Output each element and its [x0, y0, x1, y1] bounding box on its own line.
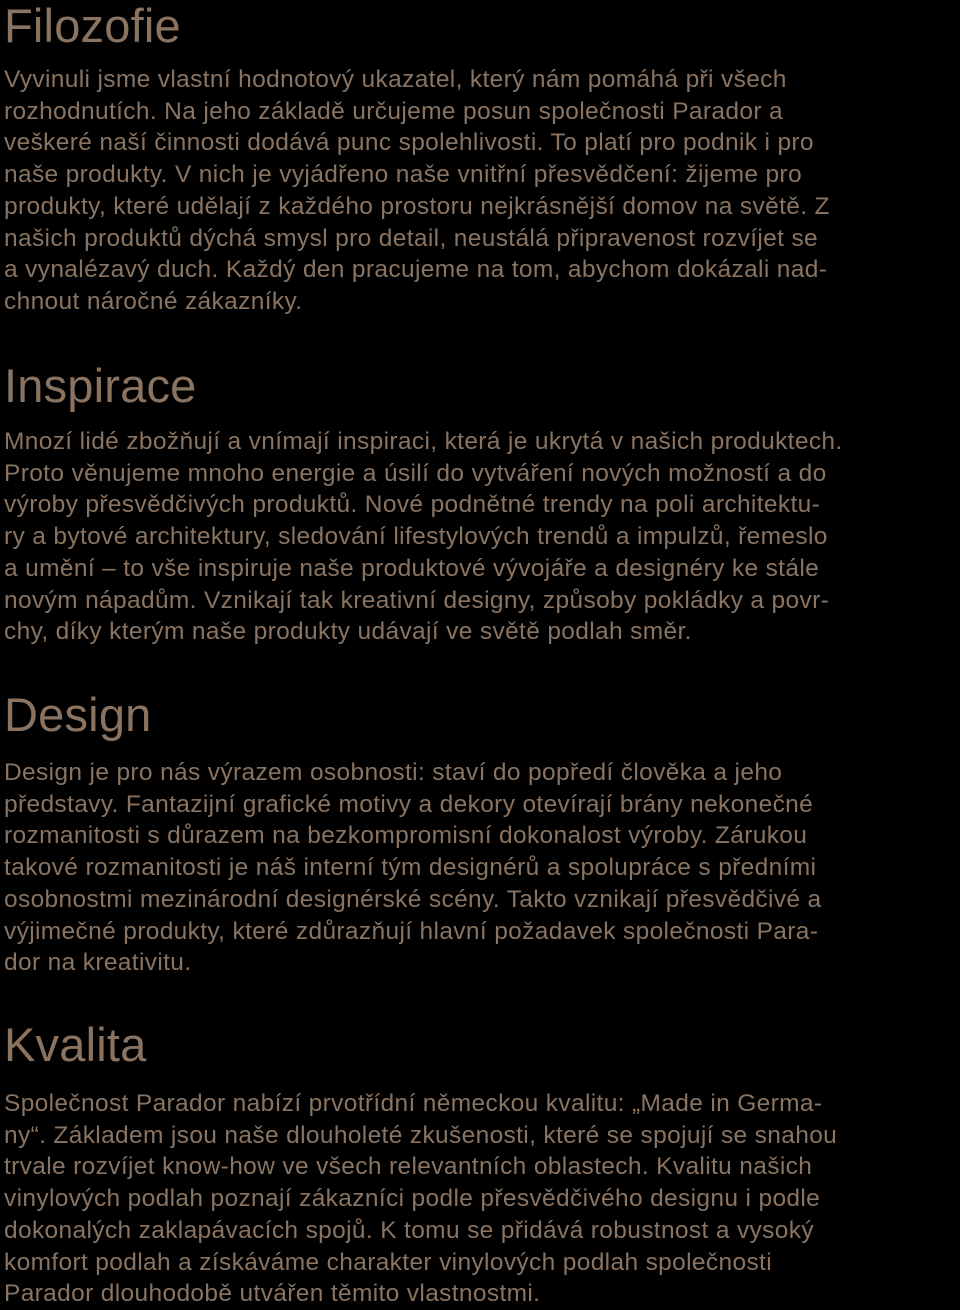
- section-heading-inspirace: Inspirace: [4, 359, 197, 412]
- section-inspirace: [4, 360, 958, 648]
- section-heading-filozofie: Filozofie: [4, 0, 181, 52]
- section-heading-design: Design: [4, 688, 152, 741]
- section-body-kvalita: Společnost Parador nabízí prvotřídní německou kvalitu: „Made in Germa- ny“. Základem jsou naše dlouholeté zkušenosti, které se spojují se snahou trvale rozvíjet know-how ve všech relevantních oblastech. Kvalitu našich vinylových podlah poznají zákazníci podle přesvědčivého designu i podle dokonalých zaklapávacích spojů. K tomu se přidává robustnost a vysoký komfort podlah a získáváme charakter vinylových podlah společnosti Parador dlouhodobě utvářen těmito vlastnostmi.: [4, 1090, 838, 1308]
- section-kvalita: [4, 1019, 958, 1310]
- section-filozofie: [4, 0, 958, 318]
- section-body-inspirace: Mnozí lidé zbožňují a vnímají inspiraci, která je ukrytá v našich produktech. Proto věnujeme mnoho energie a úsilí do vytváření nových možností a do výroby přesvědčivých produktů. Nové podnětné trendy na poli architektu- ry a bytové architektury, sledování lifestylových trendů a impulzů, řemeslo a umění – to vše inspiruje naše produktové vývojáře a designéry ke stále novým nápadům. Vznikají tak kreativní designy, způsoby pokládky a povr- chy, díky kterým naše produkty udávají ve světě podlah směr.: [4, 428, 843, 646]
- section-body-design: Design je pro nás výrazem osobnosti: staví do popředí člověka a jeho představy. Fantazijní grafické motivy a dekory otevírají brány nekonečné rozmanitosti s důrazem na bezkompromisní dokonalost výroby. Zárukou takové rozmanitosti je náš interní tým designérů a spolupráce s předními osobnostmi mezinárodní designérské scény. Takto vznikají přesvědčivé a výjimečné produkty, které zdůrazňují hlavní požadavek společnosti Para- dor na kreativitu.: [4, 759, 822, 977]
- section-body-filozofie: Vyvinuli jsme vlastní hodnotový ukazatel, který nám pomáhá při všech rozhodnutích. Na jeho základě určujeme posun společnosti Parador a veškeré naší činnosti dodává punc spolehlivosti. To platí pro podnik i pro naše produkty. V nich je vyjádřeno naše vnitřní přesvědčení: žijeme pro produkty, které udělají z každého prostoru nejkrásnější domov na světě. Z našich produktů dýchá smysl pro detail, neustálá připravenost rozvíjet se a vynalézavý duch. Každý den pracujeme na tom, abychom dokázali nad- chnout náročné zákazníky.: [4, 66, 830, 315]
- section-design: [4, 689, 958, 979]
- section-heading-kvalita: Kvalita: [4, 1018, 147, 1071]
